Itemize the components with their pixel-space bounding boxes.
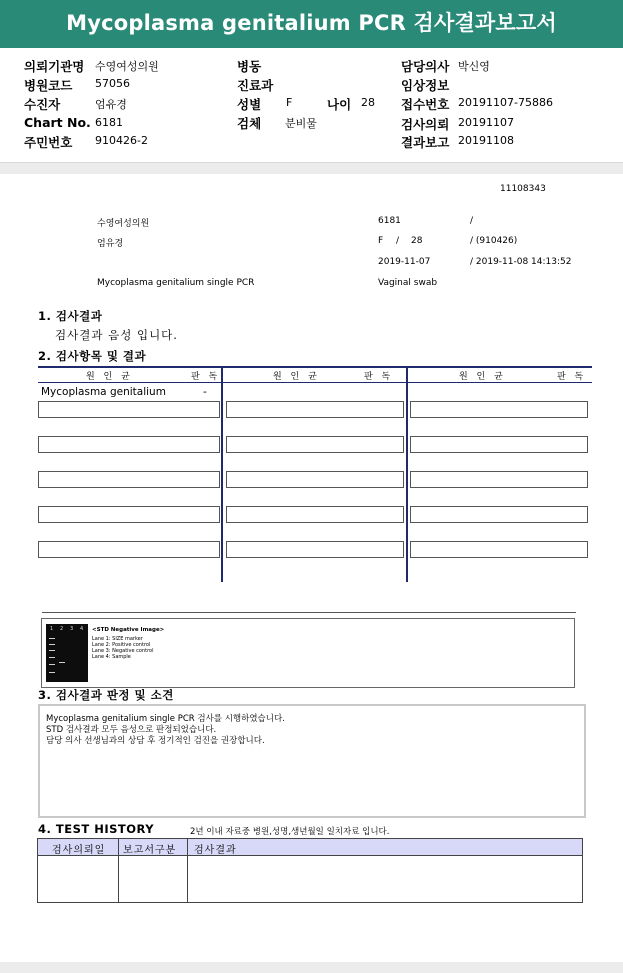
report-info-header xyxy=(0,52,623,162)
hospital-code-value: 57056 xyxy=(95,77,130,90)
result-row xyxy=(38,506,220,523)
doctor-value: 박신영 xyxy=(458,60,490,73)
result-row xyxy=(410,436,588,453)
gel-lane-number: 3 xyxy=(70,626,74,632)
history-col-report-type: 보고서구분 xyxy=(123,845,177,856)
patient-value: 엄유경 xyxy=(95,98,127,111)
gel-band xyxy=(49,650,55,651)
gel-legend-title: <STD Negative Image> xyxy=(92,627,165,633)
footer-band xyxy=(0,962,623,973)
result-row xyxy=(410,506,588,523)
age-label: 나이 xyxy=(327,97,352,112)
request-date-label: 검사의뢰 xyxy=(401,117,450,132)
doc-slash: / xyxy=(470,216,474,226)
opinion-line: STD 검사결과 모두 음성으로 판정되었습니다. xyxy=(46,725,217,735)
report-title: Mycoplasma genitalium PCR 검사결과보고서 xyxy=(0,0,623,48)
doc-sex: F xyxy=(378,236,384,246)
gel-legend-lane2: Lane 2: Positive control xyxy=(92,642,151,648)
opinion-box xyxy=(38,704,586,818)
history-note: 2년 이내 자료중 병원,성명,생년월일 일치자료 입니다. xyxy=(190,827,390,837)
sex-value: F xyxy=(286,96,293,109)
specimen-value: 분비물 xyxy=(285,117,317,130)
doc-slash-sex: / xyxy=(396,236,400,246)
gel-legend-lane3: Lane 3: Negative control xyxy=(92,648,154,654)
patient-label: 수진자 xyxy=(24,97,61,112)
gel-band xyxy=(49,664,55,665)
result-row xyxy=(410,541,588,558)
gel-lane-number: 1 xyxy=(50,626,54,632)
sex-label: 성별 xyxy=(237,97,262,112)
specimen-label: 검체 xyxy=(237,116,262,131)
gel-legend-lane1: Lane 1: SIZE marker xyxy=(92,636,143,642)
doc-chart: 6181 xyxy=(378,216,401,226)
gel-band xyxy=(49,638,55,639)
doc-clinic: 수영여성의원 xyxy=(97,219,150,229)
col-header-pathogen: 원 인 균 xyxy=(273,372,320,382)
result-row xyxy=(38,471,220,488)
gel-legend xyxy=(92,627,164,660)
report-date-label: 결과보고 xyxy=(401,135,450,150)
history-table xyxy=(37,838,583,903)
gel-legend-lane4: Lane 4: Sample xyxy=(92,654,131,660)
result-row xyxy=(38,541,220,558)
result-row xyxy=(38,436,220,453)
result-row xyxy=(226,506,404,523)
doc-test-name: Mycoplasma genitalium single PCR xyxy=(97,278,255,288)
gel-lane-number: 4 xyxy=(80,626,84,632)
divider xyxy=(42,612,576,613)
document-number: 11108343 xyxy=(500,184,546,194)
opinion-line: 담당 의사 선생님과의 상담 후 정기적인 검진을 권장합니다. xyxy=(46,736,265,746)
gel-band xyxy=(49,657,55,658)
result-pathogen-name: Mycoplasma genitalium xyxy=(41,386,166,398)
gel-band xyxy=(49,644,55,645)
result-row xyxy=(226,401,404,418)
institution-label: 의뢰기관명 xyxy=(24,59,85,74)
col-header-pathogen: 원 인 균 xyxy=(86,372,133,382)
report-date-value: 20191108 xyxy=(458,134,514,147)
section-1-result: 검사결과 음성 입니다. xyxy=(55,328,178,342)
gel-image-panel xyxy=(41,618,575,688)
header-separator xyxy=(0,162,623,174)
request-date-value: 20191107 xyxy=(458,116,514,129)
institution-value: 수영여성의원 xyxy=(95,60,159,73)
hospital-code-label: 병원코드 xyxy=(24,78,73,93)
ward-label: 병동 xyxy=(237,59,262,74)
doc-report-datetime: / 2019-11-08 14:13:52 xyxy=(470,257,572,267)
receipt-no-label: 접수번호 xyxy=(401,97,450,112)
result-row xyxy=(410,471,588,488)
chart-no-label: Chart No. xyxy=(24,115,91,130)
doc-birth: / (910426) xyxy=(470,236,518,246)
gel-band xyxy=(49,672,55,673)
col-header-judge: 판 독 xyxy=(364,372,394,382)
opinion-line: Mycoplasma genitalium single PCR 검사를 시행하였습니다. xyxy=(46,714,285,724)
result-judgement: - xyxy=(203,386,207,398)
doc-request-date: 2019-11-07 xyxy=(378,257,431,267)
age-value: 28 xyxy=(361,96,375,109)
result-row xyxy=(226,541,404,558)
gel-band xyxy=(59,662,65,663)
doc-age: 28 xyxy=(411,236,423,246)
gel-lane-number: 2 xyxy=(60,626,64,632)
doc-specimen: Vaginal swab xyxy=(378,278,438,288)
section-3-title: 3. 검사결과 판정 및 소견 xyxy=(38,688,174,702)
resident-no-value: 910426-2 xyxy=(95,134,148,147)
doctor-label: 담당의사 xyxy=(401,59,450,74)
history-table-header xyxy=(38,839,582,856)
section-1-title: 1. 검사결과 xyxy=(38,309,103,323)
result-row xyxy=(226,436,404,453)
col-header-judge: 판 독 xyxy=(557,372,587,382)
chart-no-value: 6181 xyxy=(95,116,123,129)
result-row xyxy=(410,401,588,418)
clinical-info-label: 임상정보 xyxy=(401,78,450,93)
result-row xyxy=(38,401,220,418)
resident-no-label: 주민번호 xyxy=(24,135,73,150)
doc-patient-name: 엄유경 xyxy=(97,239,124,249)
receipt-no-value: 20191107-75886 xyxy=(458,96,553,109)
history-col-result: 검사결과 xyxy=(194,845,237,856)
section-2-title: 2. 검사항목 및 결과 xyxy=(38,349,147,363)
history-col-request-date: 검사의뢰일 xyxy=(52,845,106,856)
result-row xyxy=(226,471,404,488)
gel-electrophoresis-image xyxy=(46,624,88,682)
section-4-title: 4. TEST HISTORY xyxy=(38,822,155,836)
col-header-pathogen: 원 인 균 xyxy=(459,372,506,382)
dept-label: 진료과 xyxy=(237,78,274,93)
results-table xyxy=(38,366,592,582)
col-header-judge: 판 독 xyxy=(191,372,221,382)
